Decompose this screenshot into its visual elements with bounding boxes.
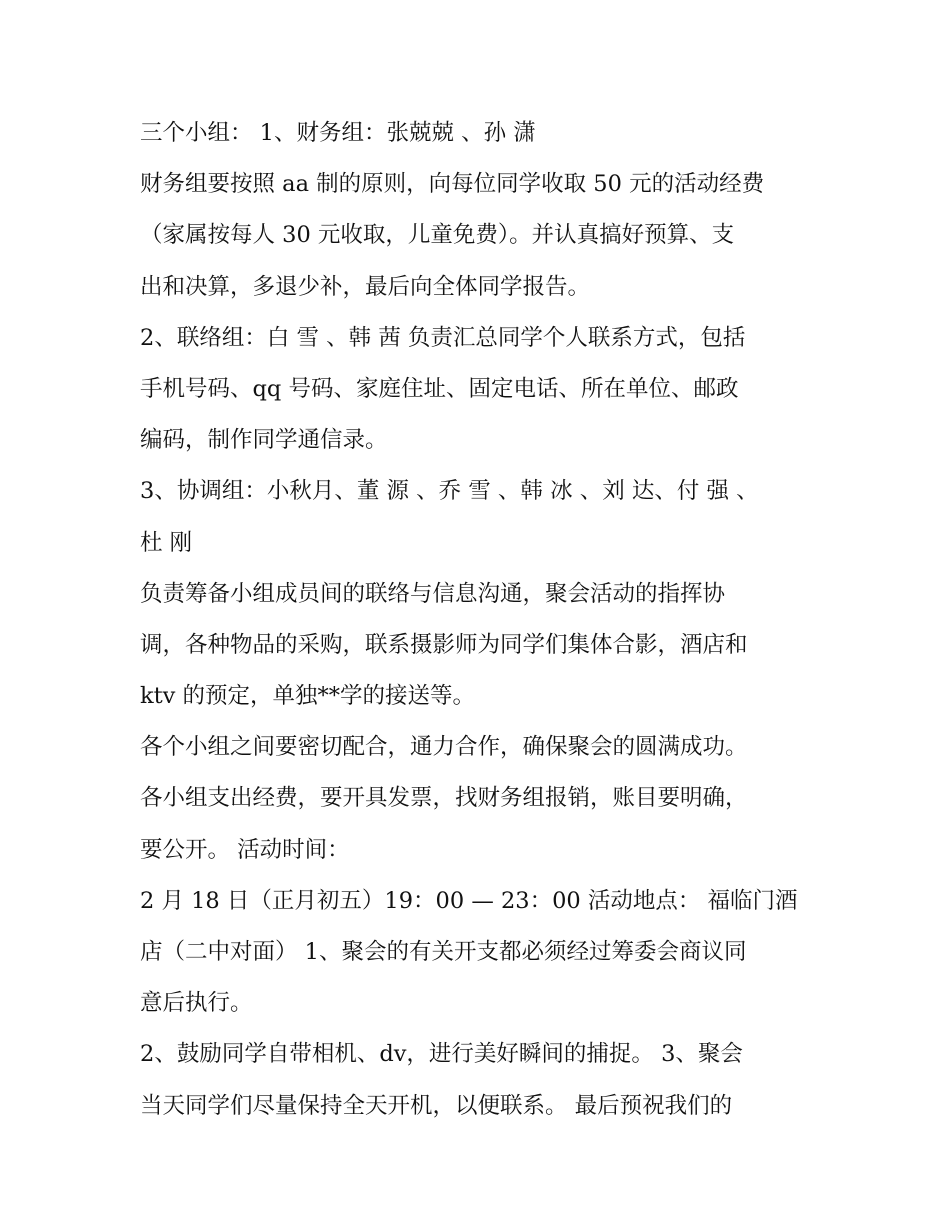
text-line: 编码，制作同学通信录。	[140, 427, 388, 454]
text-line: 2、鼓励同学自带相机、dv，进行美好瞬间的捕捉。 3、聚会	[140, 1041, 743, 1068]
text-line: 2、联络组：白 雪 、韩 茜 负责汇总同学个人联系方式，包括	[140, 324, 746, 351]
text-line: 三个小组： 1、财务组：张兢兢 、孙 潇	[140, 120, 536, 146]
text-line: 当天同学们尽量保持全天开机，以便联系。 最后预祝我们的	[140, 1092, 733, 1119]
text-line: 2 月 18 日（正月初五）19：00 — 23：00 活动地点： 福临门酒	[140, 887, 798, 914]
text-line: 意后执行。	[140, 990, 253, 1017]
text-line: 手机号码、qq 号码、家庭住址、固定电话、所在单位、邮政	[140, 375, 739, 402]
text-line: 杜 刚	[140, 529, 193, 556]
text-line: 各小组支出经费，要开具发票，找财务组报销，账目要明确，	[140, 785, 748, 812]
text-line: 3、协调组：小秋月、董 源 、乔 雪 、韩 冰 、刘 达、付 强 、	[140, 478, 759, 505]
text-line: 调，各种物品的采购，联系摄影师为同学们集体合影，酒店和	[140, 631, 748, 658]
text-line: 出和决算，多退少补，最后向全体同学报告。	[140, 273, 591, 300]
text-line: ktv 的预定，单独**学的接送等。	[140, 683, 476, 710]
document-body	[140, 108, 812, 1132]
text-line: 要公开。 活动时间：	[140, 836, 350, 863]
text-line: 负责筹备小组成员间的联络与信息沟通，聚会活动的指挥协	[140, 580, 726, 607]
text-line: 财务组要按照 aa 制的原则，向每位同学收取 50 元的活动经费	[140, 171, 765, 198]
text-line: 店（二中对面） 1、聚会的有关开支都必须经过筹委会商议同	[140, 939, 747, 965]
text-line: 各个小组之间要密切配合，通力合作，确保聚会的圆满成功。	[140, 734, 748, 761]
text-line: （家属按每人 30 元收取，儿童免费）。并认真搞好预算、支	[140, 222, 735, 249]
